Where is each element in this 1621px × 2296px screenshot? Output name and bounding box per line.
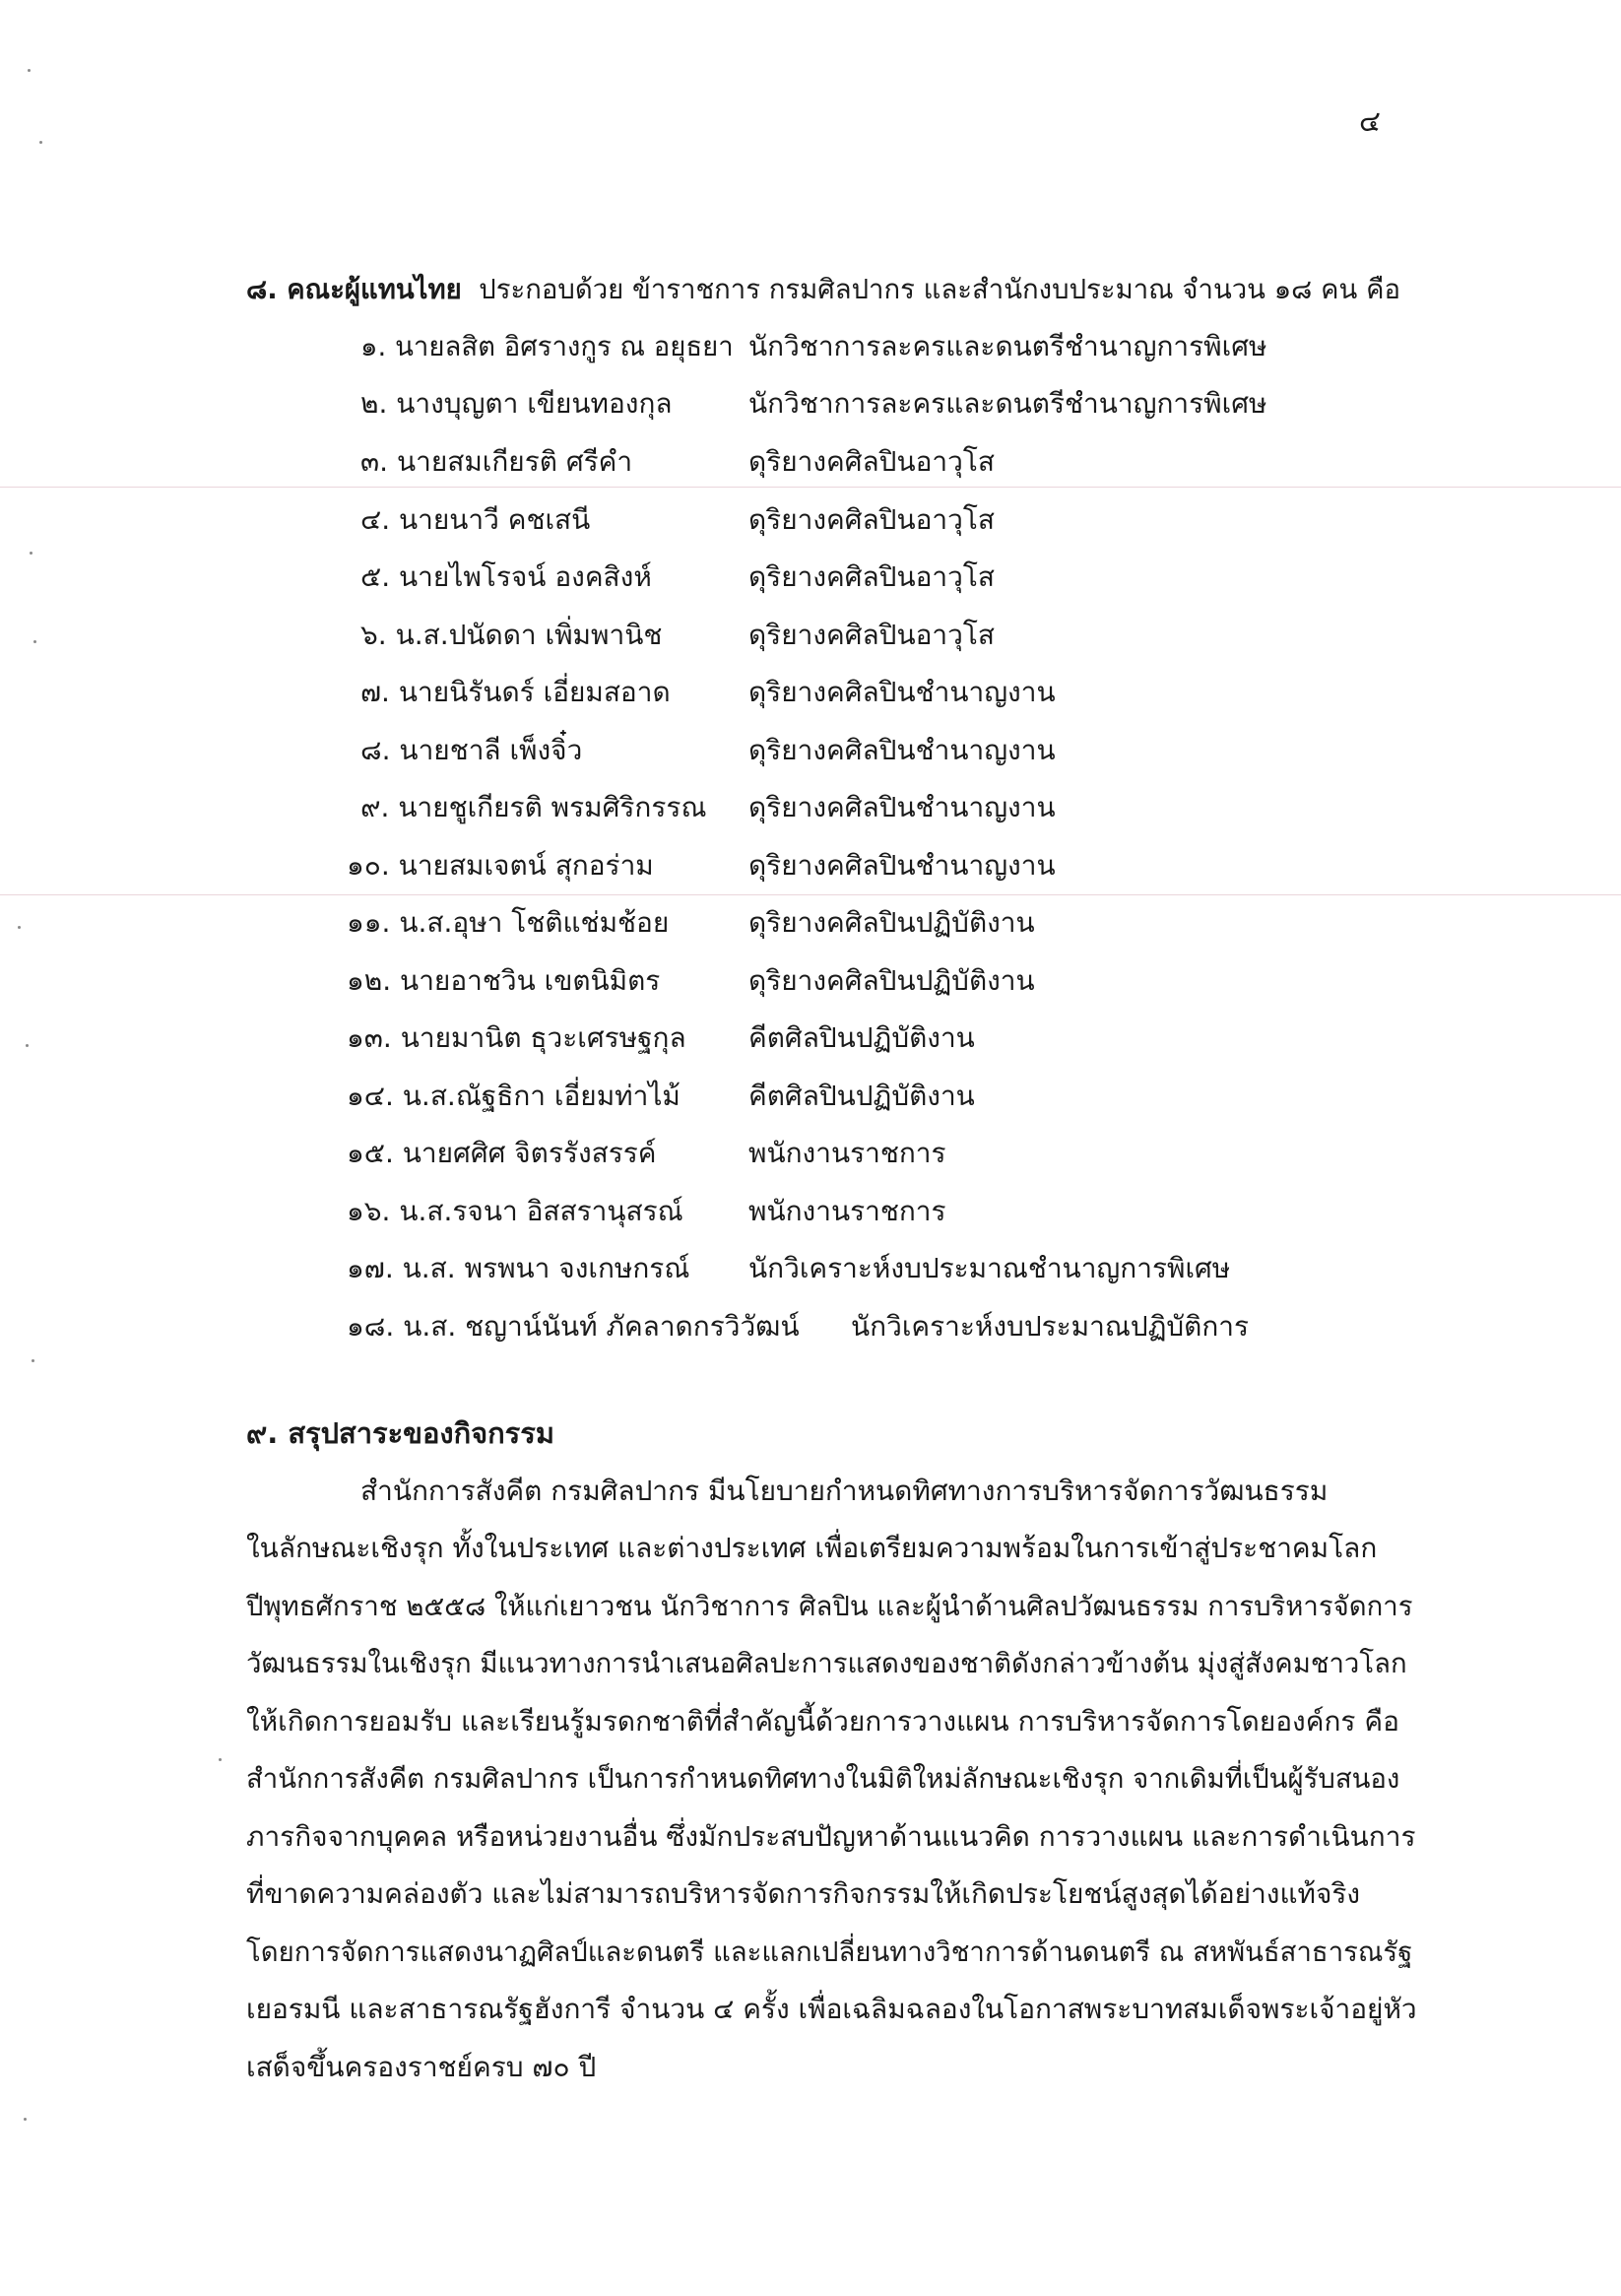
member-name: น.ส. ชญาน์นันท์ ภัคลาดกรวิวัฒน์ xyxy=(403,1310,800,1343)
member-row xyxy=(347,844,1056,895)
scan-artifact-line xyxy=(0,894,1621,895)
member-row xyxy=(360,382,1267,433)
scan-speck xyxy=(33,640,36,643)
member-number: ๖. xyxy=(360,619,387,651)
section-9-heading xyxy=(246,1410,554,1456)
paragraph-line: ในลักษณะเชิงรุก ทั้งในประเทศ และต่างประเทศ เพื่อเตรียมความพร้อมในการเข้าสู่ประชาคมโลก xyxy=(246,1532,1378,1564)
scan-speck xyxy=(24,2118,27,2121)
member-position: ดุริยางคศิลปินอาวุโส xyxy=(748,445,995,478)
member-row xyxy=(360,786,1056,837)
member-name: นางบุญตา เขียนทองกุล xyxy=(396,387,673,420)
member-position: ดุริยางคศิลปินอาวุโส xyxy=(748,503,995,536)
section-8-intro: ประกอบด้วย ข้าราชการ กรมศิลปากร และสำนักงบประมาณ จำนวน ๑๘ คน คือ xyxy=(479,274,1400,305)
member-position: ดุริยางคศิลปินชำนาญงาน xyxy=(748,734,1056,766)
member-position: ดุริยางคศิลปินชำนาญงาน xyxy=(748,849,1056,882)
member-row xyxy=(360,440,995,492)
member-name: นายชาลี เพ็งจิ๋ว xyxy=(399,734,583,766)
member-name: นายสมเจตน์ สุกอร่าม xyxy=(398,849,654,882)
section-8-title: ๘. คณะผู้แทนไทย xyxy=(246,274,462,305)
member-position: ดุริยางคศิลปินชำนาญงาน xyxy=(748,791,1056,823)
paragraph-line: เยอรมนี และสาธารณรัฐฮังการี จำนวน ๔ ครั้ง เพื่อเฉลิมฉลองในโอกาสพระบาทสมเด็จพระเจ้าอยู่หัว xyxy=(246,1993,1417,2025)
member-position: นักวิชาการละครและดนตรีชำนาญการพิเศษ xyxy=(748,330,1267,362)
paragraph-line: ปีพุทธศักราช ๒๕๕๘ ให้แก่เยาวชน นักวิชาการ ศิลปิน และผู้นำด้านศิลปวัฒนธรรม การบริหารจัดการ xyxy=(246,1591,1413,1622)
member-number: ๕. xyxy=(360,560,391,593)
member-number: ๔. xyxy=(360,503,391,536)
member-position: ดุริยางคศิลปินปฏิบัติงาน xyxy=(748,964,1035,997)
member-number: ๑๗. xyxy=(347,1252,394,1284)
member-row xyxy=(360,614,995,665)
member-position: พนักงานราชการ xyxy=(748,1195,946,1227)
member-position: นักวิชาการละครและดนตรีชำนาญการพิเศษ xyxy=(748,387,1267,420)
scan-speck xyxy=(26,1044,29,1047)
member-position: คีตศิลปินปฏิบัติงาน xyxy=(748,1021,975,1054)
member-row xyxy=(360,729,1056,780)
paragraph-line: เสด็จขึ้นครองราชย์ครบ ๗๐ ปี xyxy=(246,2051,597,2083)
member-number: ๑๒. xyxy=(347,964,392,997)
member-name: น.ส.รจนา อิสสรานุสรณ์ xyxy=(399,1195,683,1227)
scan-artifact-line xyxy=(0,487,1621,488)
member-position: นักวิเคราะห์งบประมาณชำนาญการพิเศษ xyxy=(748,1252,1231,1284)
scan-speck xyxy=(28,69,31,72)
member-name: นายอาชวิน เขตนิมิตร xyxy=(400,964,661,997)
scan-speck xyxy=(39,141,42,144)
paragraph-line: สำนักการสังคีต กรมศิลปากร เป็นการกำหนดทิศทางในมิติใหม่ลักษณะเชิงรุก จากเดิมที่เป็นผู้รับสนอง xyxy=(246,1763,1400,1795)
member-number: ๑๑. xyxy=(347,906,391,939)
member-row xyxy=(360,556,995,607)
scan-speck xyxy=(30,552,32,555)
member-number: ๑๕. xyxy=(347,1137,394,1169)
page-number: ๔ xyxy=(1359,104,1381,138)
member-row xyxy=(347,1017,975,1068)
member-row xyxy=(347,1075,975,1126)
section-9-title: ๙. สรุปสาระของกิจกรรม xyxy=(246,1416,554,1450)
paragraph-line: วัฒนธรรมในเชิงรุก มีแนวทางการนำเสนอศิลปะการแสดงของชาติดังกล่าวข้างต้น มุ่งสู่สังคมชาวโลก xyxy=(246,1648,1407,1679)
member-name: นายสมเกียรติ ศรีคำ xyxy=(396,445,633,478)
paragraph-line: สำนักการสังคีต กรมศิลปากร มีนโยบายกำหนดทิศทางการบริหารจัดการวัฒนธรรม xyxy=(360,1475,1329,1507)
scan-speck xyxy=(32,1359,34,1362)
member-name: น.ส. พรพนา จงเกษกรณ์ xyxy=(402,1252,690,1284)
member-name: นายชูเกียรติ พรมศิริกรรณ xyxy=(398,791,707,823)
member-name: น.ส.ปนัดดา เพิ่มพานิช xyxy=(395,619,663,651)
member-number: ๓. xyxy=(360,445,389,478)
member-number: ๑๐. xyxy=(347,849,390,882)
paragraph-line: โดยการจัดการแสดงนาฏศิลป์และดนตรี และแลกเปลี่ยนทางวิชาการด้านดนตรี ณ สหพันธ์สาธารณรัฐ xyxy=(246,1936,1413,1968)
scan-speck xyxy=(219,1758,222,1761)
member-number: ๑๖. xyxy=(347,1195,391,1227)
member-row xyxy=(360,671,1056,722)
member-name: น.ส.ณัฐธิกา เอี่ยมท่าไม้ xyxy=(402,1080,681,1112)
member-position: นักวิเคราะห์งบประมาณปฏิบัติการ xyxy=(851,1310,1250,1343)
member-row xyxy=(360,498,995,550)
member-number: ๗. xyxy=(360,676,390,708)
scan-speck xyxy=(18,926,21,929)
section-8-heading xyxy=(246,268,1400,311)
member-position: ดุริยางคศิลปินปฏิบัติงาน xyxy=(748,906,1035,939)
member-row xyxy=(347,959,1035,1011)
member-position: ดุริยางคศิลปินอาวุโส xyxy=(748,619,995,651)
member-name: นายมานิต ธุวะเศรษฐกุล xyxy=(400,1021,686,1054)
paragraph-line: ที่ขาดความคล่องตัว และไม่สามารถบริหารจัดการกิจกรรมให้เกิดประโยชน์สูงสุดได้อย่างแท้จริง xyxy=(246,1877,1361,1910)
member-row xyxy=(347,1190,946,1241)
member-name: นายไพโรจน์ องคสิงห์ xyxy=(399,560,652,593)
member-number: ๘. xyxy=(360,734,391,766)
member-row xyxy=(347,1132,946,1183)
member-row xyxy=(347,1305,1250,1356)
member-position: ดุริยางคศิลปินชำนาญงาน xyxy=(748,676,1056,708)
member-number: ๑๔. xyxy=(347,1080,394,1112)
member-number: ๑๓. xyxy=(347,1021,392,1054)
member-name: นายศศิศ จิตรรังสรรค์ xyxy=(402,1137,657,1169)
member-name: นายนิรันดร์ เอี่ยมสอาด xyxy=(398,676,671,708)
member-position: คีตศิลปินปฏิบัติงาน xyxy=(748,1080,975,1112)
member-row xyxy=(347,1247,1231,1298)
member-name: นายลสิต อิศรางกูร ณ อยุธยา xyxy=(395,331,734,362)
paragraph-line: ให้เกิดการยอมรับ และเรียนรู้มรดกชาติที่สำคัญนี้ด้วยการวางแผน การบริหารจัดการโดยองค์กร คือ xyxy=(246,1705,1399,1738)
member-position: ดุริยางคศิลปินอาวุโส xyxy=(748,560,995,593)
member-number: ๙. xyxy=(360,791,390,823)
member-name: น.ส.อุษา โชติแช่มช้อย xyxy=(399,906,670,939)
member-row xyxy=(360,325,1267,376)
paragraph-line: ภารกิจจากบุคคล หรือหน่วยงานอื่น ซึ่งมักประสบปัญหาด้านแนวคิด การวางแผน และการดำเนินการ xyxy=(246,1820,1416,1853)
member-row xyxy=(347,901,1035,952)
member-number: ๑. xyxy=(360,331,387,362)
member-number: ๑๘. xyxy=(347,1310,395,1343)
member-name: นายนาวี คชเสนี xyxy=(399,503,591,536)
member-number: ๒. xyxy=(360,387,388,420)
member-position: พนักงานราชการ xyxy=(748,1137,946,1169)
